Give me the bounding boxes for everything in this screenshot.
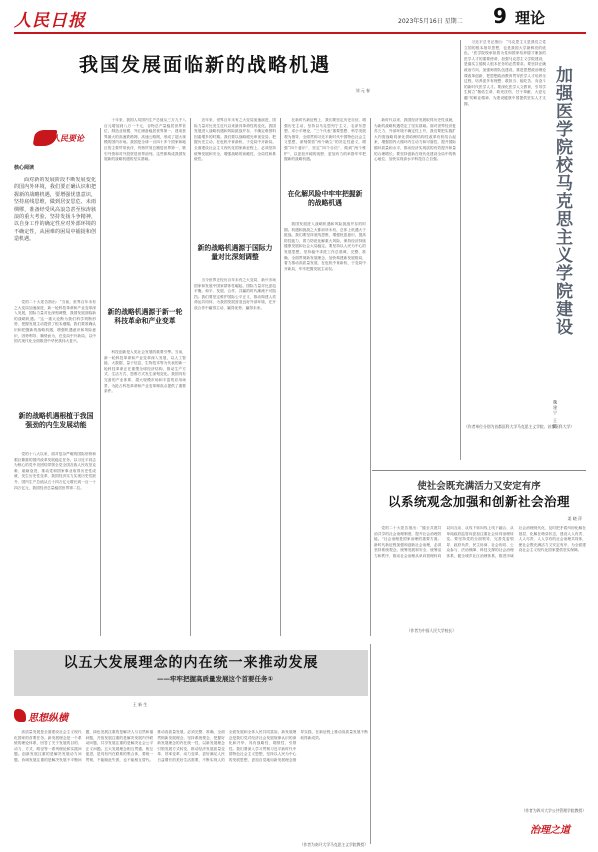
lead-col4-body2: 在新时代新征程上，我们要坚定历史自信、增强历史主动，坚持以马克思列宁主义、毛泽东思想、邓小平理论、“三个代表”重要思想、科学发展观为指导，全面贯彻习近平新时代中国特色社会主义思想，深刻领悟“两个确立”的决定性意义，增强“四个意识”、坚定“四个自信”、做到“两个维护”，以更加开阔的视野、更加有力的举措牢牢把握新的战略机遇。 (284, 118, 366, 162)
lead-col4-body: 我国发展进入战略机遇和风险挑战并存的时期。机遇和挑战之大都前所未有，总体上机遇大于挑战。我们要坚持底线思维，增强忧患意识，提高防控能力，着力防范化解重大风险，保持经济持续健康发展和社会大局稳定。要坚持以人民为中心的发展思想，坚持稳中求进工作总基调，完整、准确、全面贯彻新发展理念，加快构建新发展格局，着力推动高质量发展，在危机中育新机、于变局中开新局，牢牢把握发展主动权。 (284, 222, 366, 271)
lead-col1-body: 党的二十大报告指出：“当前，世界百年未有之大变局加速演进，新一轮科技革命和产业变革深入发展，国际力量对比深刻调整，我国发展面临新的战略机遇。”这一重大论断为我们科学判断形势、把握发展主动提供了根本遵循。我们要准确认识和把握新的战略机遇，增强机遇意识和风险意识，因势利导、顺势而为，在变局中开新局，以中国式现代化全面推进中华民族伟大复兴。 (14, 300, 96, 344)
lead-article-byline: 刘 元 春 (355, 88, 370, 93)
governance-kicker: 使社会既充满活力又安定有序 (417, 481, 541, 492)
section-name: 理论 (515, 9, 546, 27)
core-reading-label: 核心阅读 (14, 165, 35, 171)
column-rule (370, 644, 371, 844)
corner-tag-label: 治理之道 (530, 825, 570, 836)
bottom-article-subtitle: ——牢牢把握高质量发展这个首要任务① (156, 675, 273, 683)
lead-col1-subhead: 新的战略机遇根植于我国强劲的内生发展动能 (18, 412, 94, 429)
bottom-article-footer: （作者为南开大学马克思主义学院教授） (299, 842, 368, 847)
tag-label: 思想纵横 (28, 713, 68, 724)
brush-mark-icon (14, 709, 26, 722)
governance-corner-tag (530, 818, 586, 838)
column-rule (100, 128, 101, 636)
column-rule (280, 118, 281, 636)
core-reading-text: 面对新的发展阶段不断发展变化的国内外环境，我们要正确认识和把握新的战略机遇，要增强忧患意识，坚持底线思维，做到居安思危、未雨绸缪，准备经受风高浪急甚至惊涛骇浪的重大考验，坚持发扬斗争精神，以自身工作的确定性应对外部环境的不确定性，从困难的困局中捕捉和创造机遇。 (14, 177, 96, 243)
governance-byline: 姜 晓 萍 (567, 516, 582, 521)
governance-body: 党的二十大报告指出：“健全共建共治共享的社会治理制度，提升社会治理效能。”社会治理是国家治理的重要方面。新时代新征程加强和创新社会治理，必须坚持系统观念，统筹发展和安全，统筹活力和秩序，推动社会治理从单向管理转向双向互动、从线下转向线上线下融合、从单纯政府监管向更加注重社会协同治理转变。要坚持党的全面领导，完善党委领导、政府负责、民主协商、社会协同、公众参与、法治保障、科技支撑的社会治理体系，健全城乡社区治理体系，推进市域社会治理现代化，及时把矛盾纠纷化解在基层、化解在萌芽状态，建设人人有责、人人尽责、人人享有的社会治理共同体，使社会既充满活力又安定有序，为全面建设社会主义现代化国家提供坚实保障。 (374, 526, 586, 558)
lead-col3-body: 近年来，世界百年未有之大变局加速演进，国际力量对比发生近代以来最具革命性的变化。我国发展进入战略机遇和风险挑战并存、不确定难预料因素增多的时期。我们要以战略眼光审视变局，把握历史主动，在危机中育新机、于变局中开新局。全面建设社会主义现代化国家新征程上，必须坚持统筹发展和安全，增强战略的前瞻性、全局性和系统性。 (194, 118, 276, 162)
medical-article-footer: （作者单位分别为首都医科大学马克思主义学院、首都医科大学） (464, 424, 575, 429)
masthead (0, 0, 598, 34)
lead-col2-subhead: 新的战略机遇源于新一轮科技革命和产业变革 (107, 308, 183, 325)
lead-col2-body: 十年来，我国人均国内生产总值从三万九千八百元增加到八万一千元，谷物总产量稳居世界首位，制造业规模、外汇储备稳居世界第一，建成世界最大的高速铁路网、高速公路网，形成了超大规模的国内市场。我国是全球一百四十多个国家和地区的主要贸易伙伴，货物贸易总额居世界第一，吸引外资和对外投资居世界前列。这些都构成我国发展新的战略机遇的坚实基础。 (104, 118, 186, 162)
governance-footer: （作者为四川大学公共管理学院教授） (521, 808, 586, 813)
governance-title: 以系统观念加强和创新社会治理 (387, 494, 570, 509)
column-rule (370, 118, 371, 636)
column-rule (460, 40, 461, 460)
lead-col1-body2: 党的十八大以来，面对复杂严峻的国际形势和艰巨繁重的国内改革发展稳定任务，以习近平同志为核心的党中央团结带领全党全国各族人民攻坚克难、砥砺奋进，推动党和国家事业取得历史性成就、发生历史性变革，我国经济实力实现历史性跃升，国内生产总值从五十四万亿元增长到一百一十四万亿元，我国经济总量稳居世界第二位。 (14, 452, 96, 490)
section-divider (372, 470, 586, 471)
lead-col3-subhead: 新的战略机遇源于国际力量对比深刻调整 (197, 244, 273, 261)
medical-article-byline: 魏 建 宁 王 皓 (553, 400, 558, 428)
lead-col2-body2: 科技创新是人类社会发展的重要引擎。当前，新一轮科技革命和产业变革深入发展，以人工智能、大数据、量子信息、生物技术等为代表的新一轮科技革命正在重塑全球经济结构，推动生产方式、生活方式、思维方式发生深刻变化。我国具有完备的产业体系、超大规模市场和丰富的应用场景，为抢占科技革命和产业变革制高点提供了重要条件。 (104, 350, 186, 394)
bottom-article-body: 高质量发展是全面建设社会主义现代化国家的首要任务。新发展理念是一个系统的理论体系，回答了关于发展的目的、动力、方式、路径等一系列理论和实践问题。创新发展注重的是解决发展动力问题，协调发展注重的是解决发展不平衡问题，绿色发展注重的是解决人与自然和谐问题，开放发展注重的是解决发展内外联动问题，共享发展注重的是解决社会公平正义问题。五大发展理念相互贯通、相互促进，是具有内在联系的集合体，要统一贯彻，不能顾此失彼，也不能相互替代。推动高质量发展，必须完整、准确、全面贯彻新发展理念，坚持系统观念，把握好新发展理念的内在统一性，以新发展理念引领发展方式转变，推动经济发展质量变革、效率变革、动力变革，更好满足人民日益增长的美好生活需要，不断实现人的全面发展和全体人民共同富裕。新发展理念是我们党对经济社会发展规律认识的深化和升华，具有战略性、纲领性、引领性。我们要深入学习贯彻习近平新时代中国特色社会主义思想，坚持以人民为中心的发展思想，更加自觉地用新发展理念指导实践，在新征程上推动高质量发展不断取得新成效。 (14, 730, 368, 762)
medical-article-title: 加强医学院校马克思主义学院建设 (552, 66, 572, 336)
lead-col4-subhead: 在化解风险中牢牢把握新的战略机遇 (287, 190, 363, 207)
tag-sixiang-zongheng (14, 706, 84, 726)
bottom-article-title: 以五大发展理念的内在统一来推动发展 (63, 655, 319, 671)
medical-article-body-main: 习近平总书记指出：“马克思主义是我们立党立国的根本指导思想，也是我国大学最鲜亮的底色。”医学院校承担着为党和国家培养德才兼备的医学人才的重要使命，加强马克思主义学院建设，是落实立德树人根本任务的必然要求。要坚持正确政治方向，加强师资队伍建设，推进思想政治理论课改革创新，把思想政治教育贯穿医学人才培养全过程，培养更多有理想、敢担当、能吃苦、肯奋斗的新时代医学人才。要深化医学人文教育，引导学生树立“敬佑生命、救死扶伤、甘于奉献、大爱无疆”的职业精神，为建设健康中国提供坚实人才支撑。 (464, 40, 546, 106)
lead-col5-body: 新时代以来，我国经济发展取得历史性成就，为新的战略机遇奠定了坚实基础。面对世界经济复苏乏力、外部环境不确定性上升，我们要把实施扩大内需战略同深化供给侧结构性改革有机结合起来，增强国内大循环内生动力和可靠性，提升国际循环质量和水平，推动经济实现质的有效提升和量的合理增长。要坚持创新在现代化建设全局中的核心地位，加快实现高水平科技自立自强。 (374, 118, 456, 162)
bottom-article-byline: 王 新 生 (132, 702, 148, 707)
date-line: 2023年5月16日 星期二 (398, 18, 463, 25)
tag-label: 人民要论 (52, 134, 84, 143)
lead-footer-note: （作者为中国人民大学校长） (406, 628, 456, 633)
page-number: 9 (493, 4, 507, 28)
lead-article-title: 我国发展面临新的战略机遇 (78, 54, 331, 76)
masthead-rule (14, 32, 586, 34)
tag-renmin-yaolun (34, 128, 86, 148)
core-reading-box (14, 164, 96, 293)
newspaper-logo: 人民日报 (14, 11, 86, 31)
lead-col3-body2: 当今世界正经历百年未有之大变局，新兴市场国家和发展中国家群体性崛起，国际力量对比更趋平衡。和平、发展、合作、共赢的时代潮流不可阻挡。我们要坚定维护国际公平正义，推动构建人类命运共同体，为我国发展营造良好外部环境，在开放合作中赢得主动、赢得优势、赢得未来。 (194, 278, 276, 310)
column-rule (190, 118, 191, 636)
